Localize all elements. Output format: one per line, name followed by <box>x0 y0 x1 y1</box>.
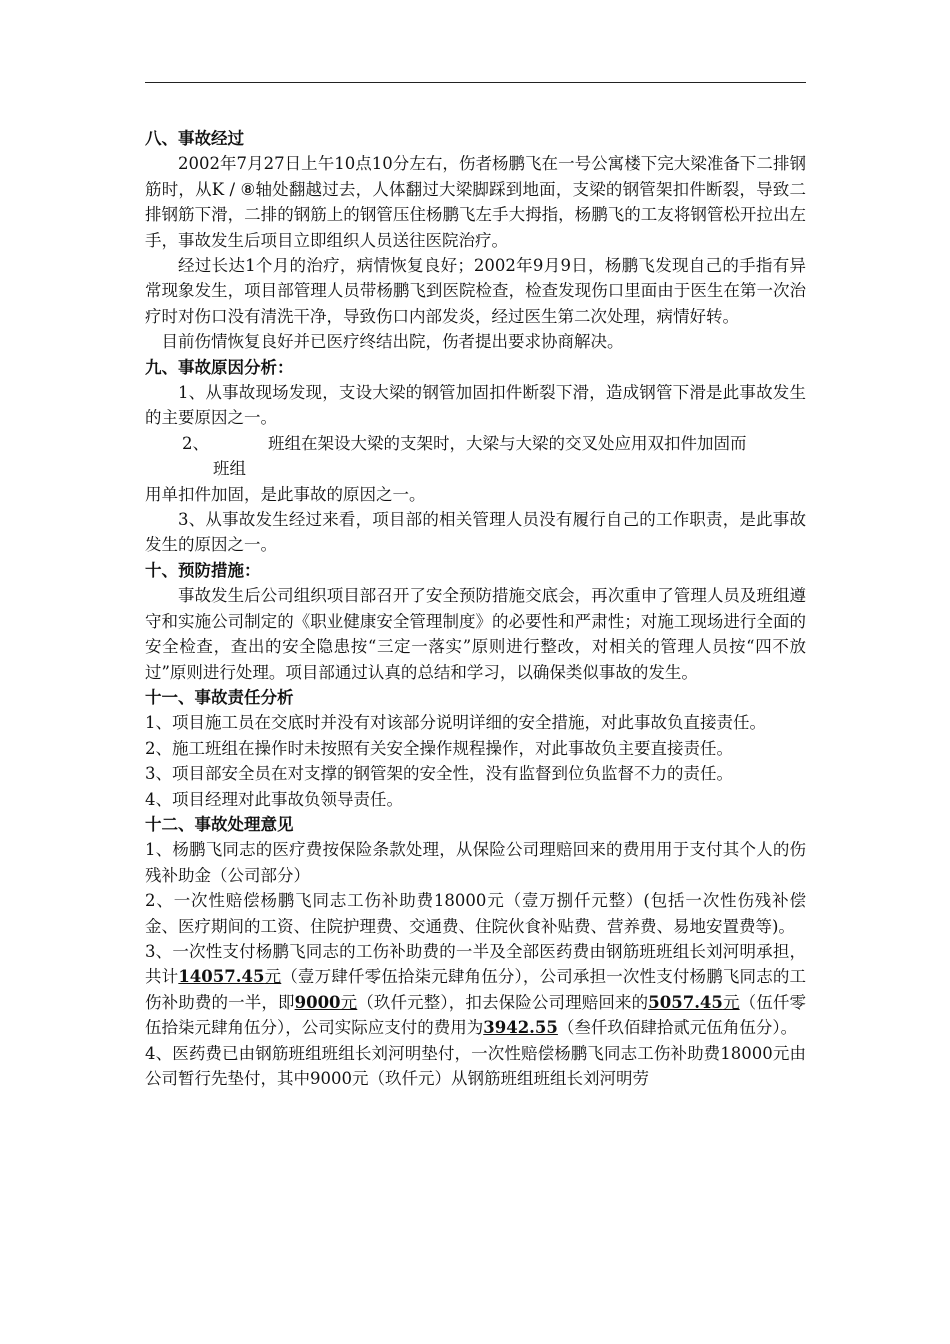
section-12-item-3 <box>145 939 806 1041</box>
section-9-item-2-text: 班组在架设大梁的支架时，大梁与大梁的交叉处应用双扣件加固而 <box>268 433 747 453</box>
section-9-item-1: 1、从事故现场发现，支设大梁的钢管加固扣件断裂下滑，造成钢管下滑是此事故发生的主要原因之一。 <box>145 383 806 428</box>
document-body <box>145 126 806 1091</box>
section-8-paragraph-3: 目前伤情恢复良好并已医疗终结出院，伤者提出要求协商解决。 <box>161 332 624 352</box>
section-9-item-2-continuation: 用单扣件加固，是此事故的原因之一。 <box>145 484 426 504</box>
section-11-item-1: 1、项目施工员在交底时并没有对该部分说明详细的安全措施，对此事故负直接责任。 <box>145 713 766 733</box>
header-rule <box>145 82 806 83</box>
item-3-text-a: 3、一次性支付杨鹏飞同志的工伤补助费的一半及全部医药费由钢筋班班组长刘河明承担，共计 <box>145 941 806 987</box>
section-8-paragraph-1: 2002年7月27日上午10点10分左右，伤者杨鹏飞在一号公寓楼下完大梁准备下二排钢筋时，从K / ⑧轴处翻越过去，人体翻过大梁脚踩到地面，支梁的钢管架扣件断裂，导致二排钢筋下滑，二排的钢筋上的钢管压住杨鹏飞左手大拇指，杨鹏飞的工友将钢管松开拉出左手，事故发生后项目立即组织人员送往医院治疗。 <box>145 154 806 250</box>
item-3-text-b: （壹万肆仟零伍拾柒元肆角伍分），公司承担一次性支付杨鹏飞同志的工伤补助费的一半，即 <box>145 967 807 1012</box>
section-9-item-3: 3、从事故发生经过来看，项目部的相关管理人员没有履行自己的工作职责，是此事故发生的原因之一。 <box>145 510 806 555</box>
item-3-text-e: （叁仟玖佰肆拾贰元伍角伍分）。 <box>557 1018 798 1038</box>
amount-9000: 9000 <box>294 992 341 1012</box>
section-9-title: 九、事故原因分析： <box>145 357 294 377</box>
amount-14057: 14057.45 <box>178 967 265 987</box>
amount-5057: 5057.45 <box>648 992 723 1012</box>
amount-1-unit: 元 <box>264 967 282 987</box>
section-9-item-2-wrap: 班组 <box>213 459 246 479</box>
item-3-text-d: （伍仟零伍拾柒元肆角伍分），公司实际应支付的费用为 <box>145 992 807 1038</box>
section-8-title: 八、事故经过 <box>145 129 244 148</box>
section-10-paragraph: 事故发生后公司组织项目部召开了安全预防措施交底会，再次重申了管理人员及班组遵守和实施公司制定的《职业健康安全管理制度》的必要性和严肃性；对施工现场进行全面的安全检查，查出的安全隐患按“三定一落实”原则进行整改，对相关的管理人员按“四不放过”原则进行处理。项目部通过认真的总结和学习，以确保类似事故的发生。 <box>145 586 806 682</box>
section-12-item-4: 4、医药费已由钢筋班组班组长刘河明垫付，一次性赔偿杨鹏飞同志工伤补助费18000元由公司暂行先垫付，其中9000元（玖仟元）从钢筋班组班组长刘河明劳 <box>145 1043 806 1089</box>
amount-3-unit: 元 <box>722 992 740 1012</box>
section-11-item-3: 3、项目部安全员在对支撑的钢管架的安全性，没有监督到位负监督不力的责任。 <box>145 764 733 784</box>
section-9-item-2-number: 2、 <box>182 433 209 453</box>
section-8-paragraph-2: 经过长达1个月的治疗，病情恢复良好；2002年9月9日，杨鹏飞发现自己的手指有异常现象发生，项目部管理人员带杨鹏飞到医院检查，检查发现伤口里面由于医生在第一次治疗时对伤口没有清洗干净，导致伤口内部发炎，经过医生第二次处理，病情好转。 <box>145 256 806 326</box>
section-11-item-4: 4、项目经理对此事故负领导责任。 <box>145 789 403 809</box>
section-12-item-1: 1、杨鹏飞同志的医疗费按保险条款处理，从保险公司理赔回来的费用用于支付其个人的伤残补助金（公司部分） <box>145 840 806 885</box>
section-12-title: 十二、事故处理意见 <box>145 814 294 834</box>
section-11-title: 十一、事故责任分析 <box>145 687 294 707</box>
amount-3942: 3942.55 <box>483 1018 558 1038</box>
section-10-title: 十、预防措施： <box>145 560 261 580</box>
section-11-item-2: 2、施工班组在操作时未按照有关安全操作规程操作，对此事故负主要直接责任。 <box>145 738 733 758</box>
section-12-item-2: 2、一次性赔偿杨鹏飞同志工伤补助费18000元（壹万捌仟元整）(包括一次性伤残补偿金、医疗期间的工资、住院护理费、交通费、住院伙食补贴费、营养费、易地安置费等)。 <box>145 891 806 936</box>
section-9-item-2 <box>145 431 806 482</box>
amount-2-unit: 元 <box>340 992 358 1012</box>
item-3-text-c: （玖仟元整），扣去保险公司理赔回来的 <box>357 992 649 1012</box>
